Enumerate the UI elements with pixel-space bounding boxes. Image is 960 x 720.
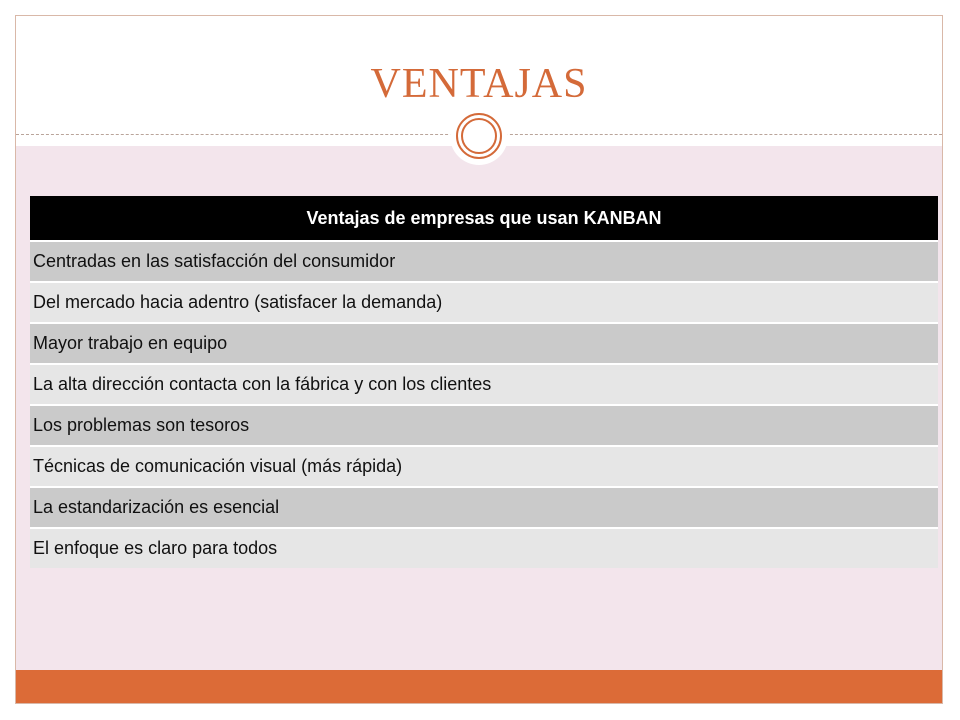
slide-title: VENTAJAS <box>370 61 588 107</box>
table-cell: Técnicas de comunicación visual (más rápida) <box>30 446 938 487</box>
table-row <box>30 241 938 282</box>
table-row <box>30 323 938 364</box>
table-cell: El enfoque es claro para todos <box>30 528 938 568</box>
table-header: Ventajas de empresas que usan KANBAN <box>30 196 938 241</box>
table-header-row <box>30 196 938 241</box>
table-cell: La estandarización es esencial <box>30 487 938 528</box>
table-row <box>30 282 938 323</box>
footer-bar <box>16 670 942 703</box>
table-row <box>30 528 938 568</box>
table-cell: Los problemas son tesoros <box>30 405 938 446</box>
table-row <box>30 487 938 528</box>
advantages-table <box>30 196 938 568</box>
circle-ornament-icon <box>450 107 508 165</box>
table-row <box>30 405 938 446</box>
table-row <box>30 446 938 487</box>
table-row <box>30 364 938 405</box>
table-cell: Del mercado hacia adentro (satisfacer la demanda) <box>30 282 938 323</box>
table-cell: Centradas en las satisfacción del consumidor <box>30 241 938 282</box>
table-cell: Mayor trabajo en equipo <box>30 323 938 364</box>
ornament-inner-ring <box>461 118 497 154</box>
table-cell: La alta dirección contacta con la fábrica y con los clientes <box>30 364 938 405</box>
